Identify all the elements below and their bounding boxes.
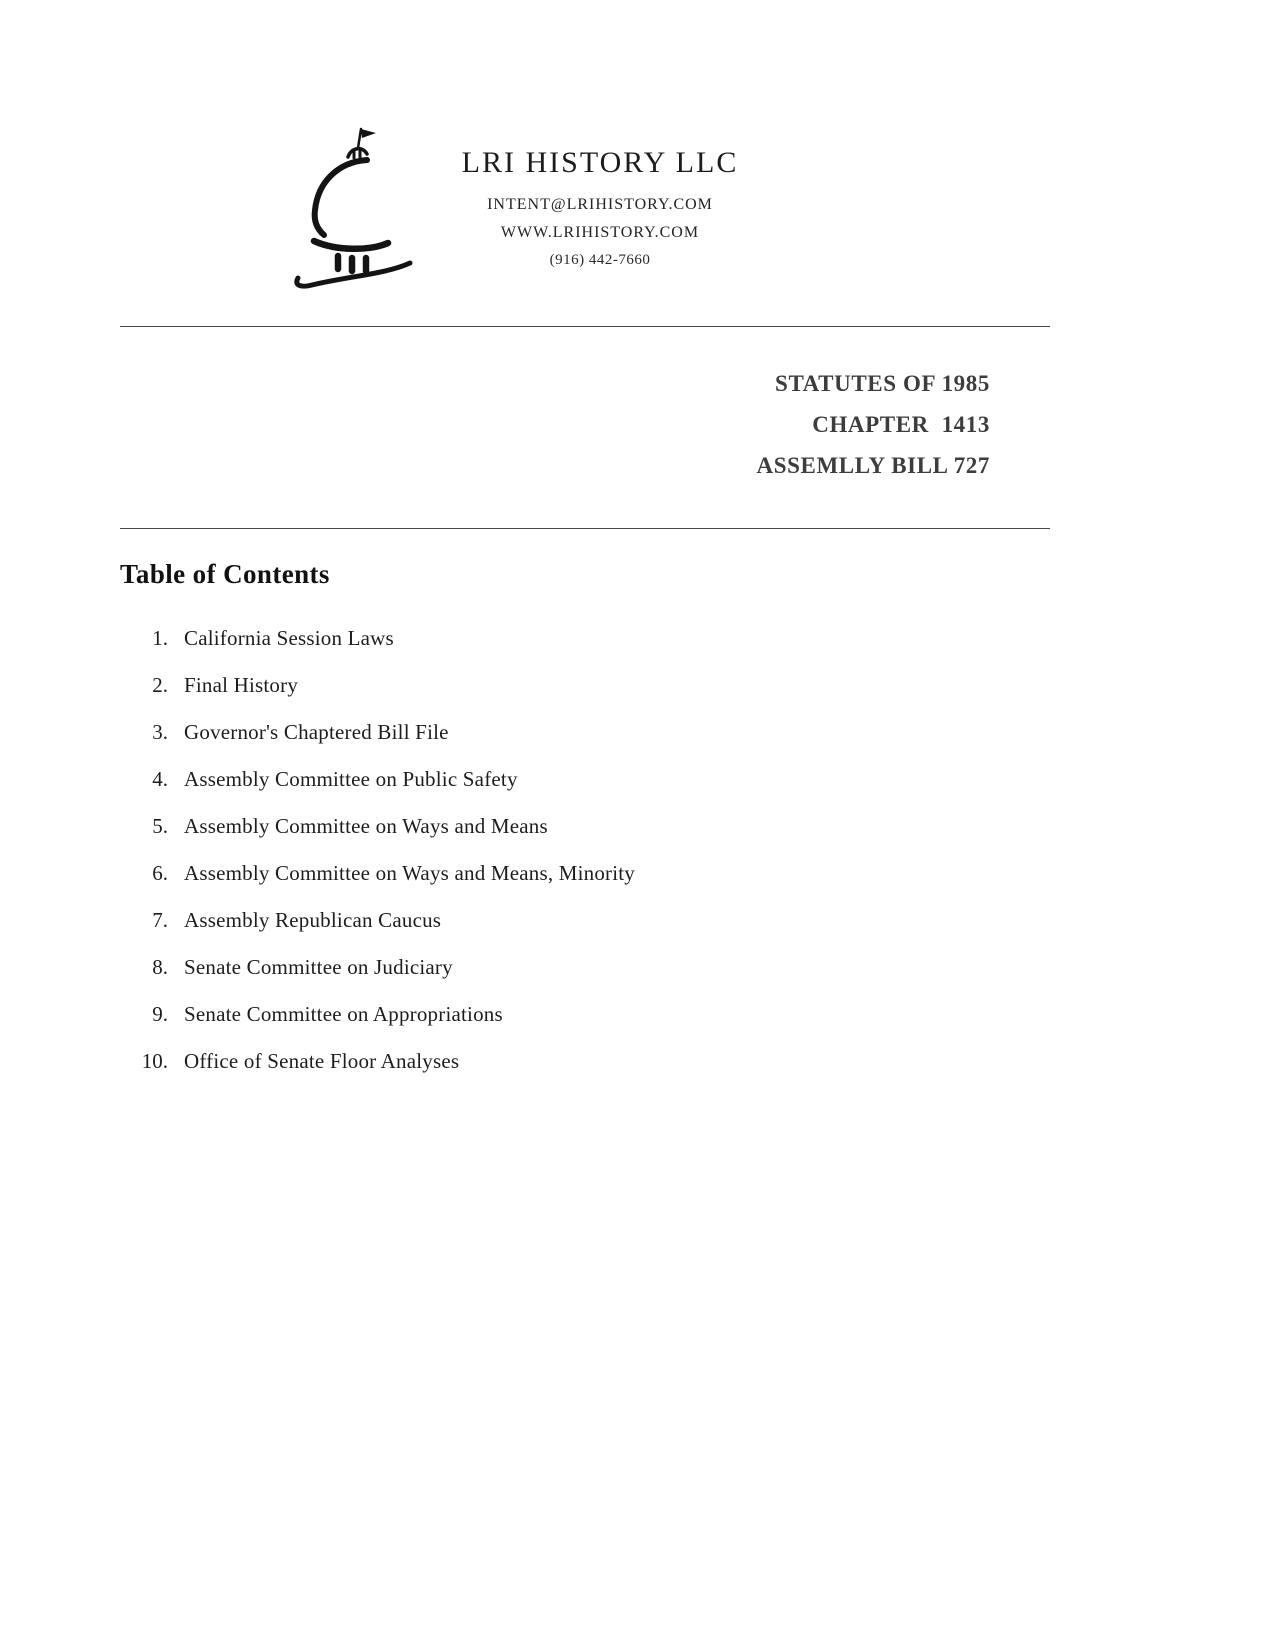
toc-item-number: 1.: [152, 626, 168, 650]
toc-item: [120, 908, 1276, 955]
divider-bottom: [120, 528, 1050, 529]
toc-item: [120, 720, 1276, 767]
statutes-line: STATUTES OF 1985: [775, 371, 990, 396]
toc-item: [120, 626, 1276, 673]
capitol-dome-logo-icon: [288, 122, 438, 292]
toc-item-label: Assembly Committee on Ways and Means: [184, 814, 548, 838]
company-email: INTENT@LRIHISTORY.COM: [487, 196, 713, 213]
toc-item-number: 3.: [152, 720, 168, 744]
toc-item: [120, 673, 1276, 720]
toc-item-number: 4.: [152, 767, 168, 791]
toc-item-number: 2.: [152, 673, 168, 697]
toc-item-label: Senate Committee on Judiciary: [184, 955, 453, 979]
company-phone: (916) 442-7660: [549, 252, 651, 268]
toc-item: [120, 767, 1276, 814]
toc-item-label: Assembly Committee on Public Safety: [184, 767, 518, 791]
toc-item-number: 6.: [152, 861, 168, 885]
toc-heading: Table of Contents: [120, 559, 330, 589]
toc-item-label: Assembly Republican Caucus: [184, 908, 442, 932]
table-of-contents: [120, 559, 1276, 1096]
toc-item: [120, 814, 1276, 861]
chapter-line: CHAPTER 1413: [812, 412, 990, 437]
toc-item: [120, 861, 1276, 908]
toc-item-label: Senate Committee on Appropriations: [184, 1002, 503, 1026]
divider-top: [120, 326, 1050, 327]
company-website: WWW.LRIHISTORY.COM: [500, 224, 700, 241]
toc-item-number: 5.: [152, 814, 168, 838]
letterhead: [0, 0, 1276, 326]
toc-item-label: Final History: [184, 673, 299, 697]
toc-item-label: California Session Laws: [184, 626, 394, 650]
company-name: LRI HISTORY LLC: [461, 146, 739, 179]
toc-item-label: Governor's Chaptered Bill File: [184, 720, 449, 744]
toc-item: [120, 1002, 1276, 1049]
toc-item: [120, 955, 1276, 1002]
title-block: [0, 363, 990, 486]
toc-item-number: 7.: [152, 908, 168, 932]
toc-item-number: 8.: [152, 955, 168, 979]
toc-item-number: 10.: [141, 1049, 168, 1073]
toc-item: [120, 1049, 1276, 1096]
letterhead-text: [430, 146, 770, 279]
assembly-bill-line: ASSEMLLY BILL 727: [756, 453, 990, 478]
toc-list: [120, 626, 1276, 1096]
toc-item-number: 9.: [152, 1002, 168, 1026]
toc-item-label: Assembly Committee on Ways and Means, Minority: [184, 861, 635, 885]
toc-item-label: Office of Senate Floor Analyses: [184, 1049, 460, 1073]
